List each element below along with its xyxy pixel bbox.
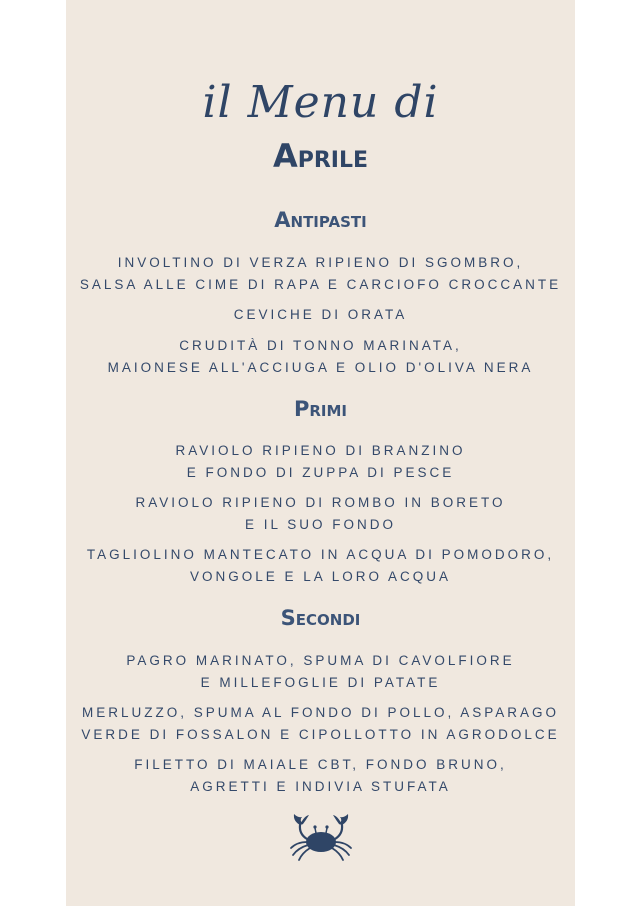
dish-line: RAVIOLO RIPIENO DI ROMBO IN BORETO <box>135 495 506 510</box>
dish-item <box>66 335 575 379</box>
dish-line: RAVIOLO RIPIENO DI BRANZINO <box>175 443 466 458</box>
dish-item <box>66 702 575 746</box>
dish-item <box>66 754 575 798</box>
dish-line: CEVICHE DI ORATA <box>233 307 408 322</box>
menu-card <box>66 0 575 906</box>
dish-line: VONGOLE E LA LORO ACQUA <box>189 569 452 584</box>
section-secondi <box>66 605 575 631</box>
dish-item <box>66 544 575 588</box>
dish-line: MERLUZZO, SPUMA AL FONDO DI POLLO, ASPARAGO <box>81 705 560 720</box>
dish-line: E FONDO DI ZUPPA DI PESCE <box>186 465 455 480</box>
dish-item <box>66 304 575 326</box>
section-title: Antipasti <box>274 208 367 232</box>
month-title: Aprile <box>272 137 369 175</box>
section-title: Secondi <box>280 606 361 630</box>
dish-line: MAIONESE ALL'ACCIUGA E OLIO D'OLIVA NERA <box>107 360 534 375</box>
dish-line: SALSA ALLE CIME DI RAPA E CARCIOFO CROCCANTE <box>79 277 562 292</box>
dish-line: CRUDITÀ DI TONNO MARINATA, <box>179 338 462 353</box>
dish-item <box>66 650 575 694</box>
dish-line: PAGRO MARINATO, SPUMA DI CAVOLFIORE <box>126 653 515 668</box>
dish-line: AGRETTI E INDIVIA STUFATA <box>190 779 451 794</box>
crab-icon <box>285 812 357 866</box>
dish-line: VERDE DI FOSSALON E CIPOLLOTTO IN AGRODOLCE <box>81 727 560 742</box>
section-primi <box>66 396 575 422</box>
section-antipasti <box>66 207 575 233</box>
dish-line: E MILLEFOGLIE DI PATATE <box>200 675 441 690</box>
dish-line: FILETTO DI MAIALE CBT, FONDO BRUNO, <box>134 757 507 772</box>
dish-line: TAGLIOLINO MANTECATO IN ACQUA DI POMODORO, <box>86 547 555 562</box>
dish-item <box>66 492 575 536</box>
dish-item <box>66 252 575 296</box>
section-title: Primi <box>293 397 348 421</box>
dish-line: E IL SUO FONDO <box>244 517 396 532</box>
script-title: il Menu di <box>202 77 439 128</box>
dish-item <box>66 440 575 484</box>
dish-line: INVOLTINO DI VERZA RIPIENO DI SGOMBRO, <box>117 255 524 270</box>
